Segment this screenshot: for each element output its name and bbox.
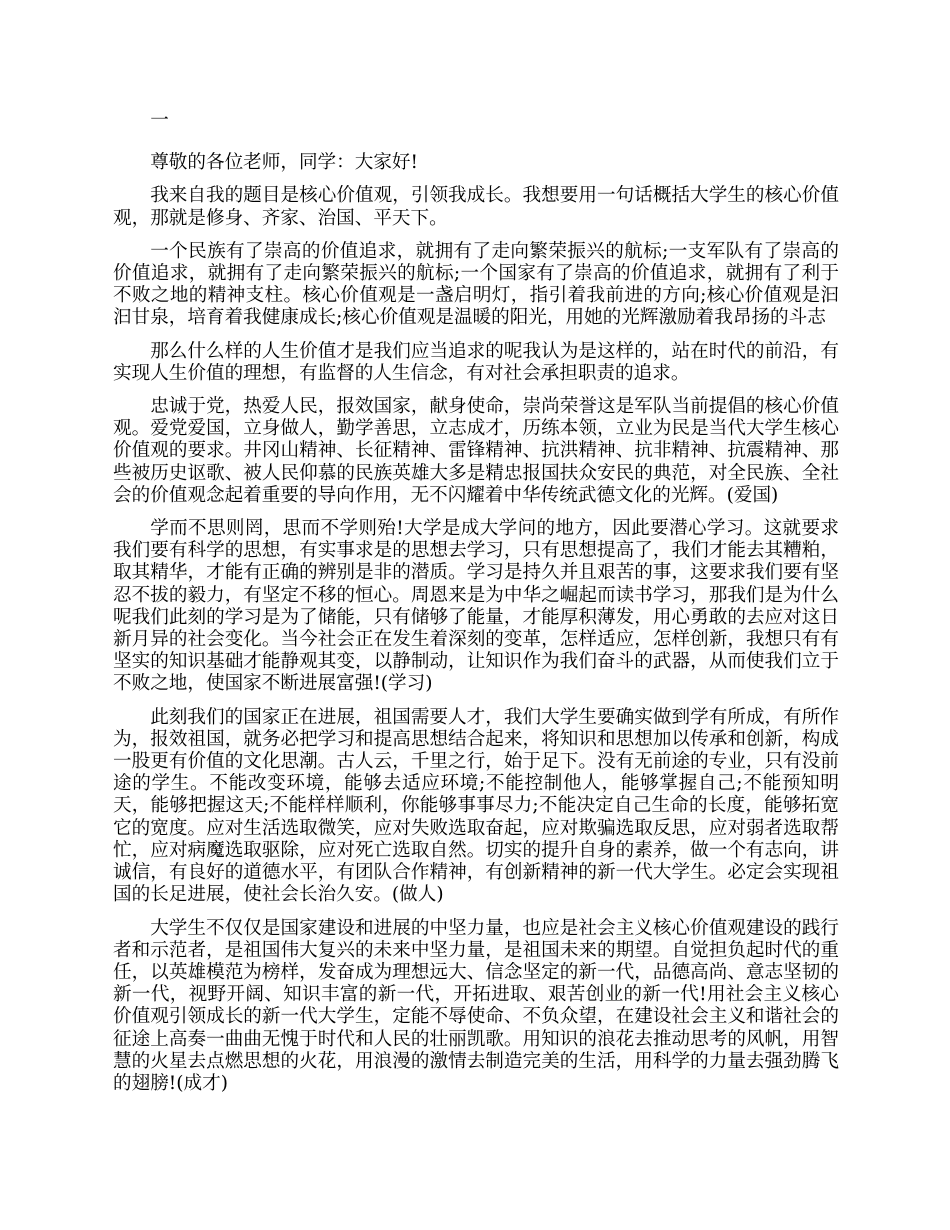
paragraph-patriotism: 忠诚于党，热爱人民，报效国家，献身使命，崇尚荣誉这是军队当前提倡的核心价值观。爱党爱国，立身做人，勤学善思，立志成才，历练本领，立业为民是当代大学生核心价值观的要求。井冈山精神、长征精神、雷锋精神、抗洪精神、抗非精神、抗震精神、那些被历史讴歌、被人民仰慕的民族英雄大多是精忠报国扶众安民的典范，对全民族、全社会的价值观念起着重要的导向作用，无不闪耀着中华传统武德文化的光辉。(爱国)	[113, 396, 839, 506]
paragraph-conduct: 此刻我们的国家正在进展，祖国需要人才，我们大学生要确实做到学有所成，有所作为，报效祖国，就务必把学习和提高思想结合起来，将知识和思想加以传承和创新，构成一股更有价值的文化思潮。古人云，千里之行，始于足下。没有无前途的专业，只有没前途的学生。不能改变环境，能够去适应环境;不能控制他人，能够掌握自己;不能预知明天，能够把握这天;不能样样顺利，你能够事事尽力;不能决定自己生命的长度，能够拓宽它的宽度。应对生活选取微笑，应对失败选取奋起，应对欺骗选取反思，应对弱者选取帮忙，应对病魔选取驱除，应对死亡选取自然。切实的提升自身的素养，做一个有志向，讲诚信，有良好的道德水平，有团队合作精神，有创新精神的新一代大学生。必定会实现祖国的长足进展，使社会长治久安。(做人)	[113, 706, 839, 906]
paragraph-study: 学而不思则罔，思而不学则殆!大学是成大学问的地方，因此要潜心学习。这就要求我们要有科学的思想，有实事求是的思想去学习，只有思想提高了，我们才能去其糟粕，取其精华，才能有正确的辨别是非的潜质。学习是持久并且艰苦的事，这要求我们要有坚忍不拔的毅力，有坚定不移的恒心。周恩来是为中华之崛起而读书学习，那我们是为什么呢我们此刻的学习是为了储能，只有储够了能量，才能厚积薄发，用心勇敢的去应对这日新月异的社会变化。当今社会正在发生着深刻的变革，怎样适应，怎样创新，我想只有有坚实的知识基础才能静观其变，以静制动，让知识作为我们奋斗的武器，从而使我们立于不败之地，使国家不断进展富强!(学习)	[113, 518, 839, 695]
document-body	[113, 110, 839, 1106]
paragraph-core-values: 一个民族有了崇高的价值追求，就拥有了走向繁荣振兴的航标;一支军队有了崇高的价值追求，就拥有了走向繁荣振兴的航标;一个国家有了崇高的价值追求，就拥有了利于不败之地的精神支柱。核心价值观是一盏启明灯，指引着我前进的方向;核心价值观是汩汩甘泉，培育着我健康成长;核心价值观是温暖的阳光，用她的光辉激励着我昂扬的斗志	[113, 240, 839, 329]
paragraph-greeting: 尊敬的各位老师，同学：大家好!	[150, 152, 418, 174]
paragraph-life-value: 那么什么样的人生价值才是我们应当追求的呢我认为是这样的，站在时代的前沿，有实现人生价值的理想，有监督的人生信念，有对社会承担职责的追求。	[113, 340, 839, 384]
section-number: 一	[150, 110, 169, 131]
paragraph-success: 大学生不仅仅是国家建设和进展的中坚力量，也应是社会主义核心价值观建设的践行者和示范者，是祖国伟大复兴的未来中坚力量，是祖国未来的期望。自觉担负起时代的重任，以英雄模范为榜样，发奋成为理想远大、信念坚定的新一代，品德高尚、意志坚韧的新一代，视野开阔、知识丰富的新一代，开拓进取、艰苦创业的新一代!用社会主义核心价值观引领成长的新一代大学生，定能不辱使命、不负众望，在建设社会主义和谐社会的征途上高奏一曲曲无愧于时代和人民的壮丽凯歌。用知识的浪花去推动思考的风帆，用智慧的火星去点燃思想的火花，用浪漫的激情去制造完美的生活，用科学的力量去强劲腾飞的翅膀!(成才)	[113, 917, 839, 1094]
paragraph-topic: 我来自我的题目是核心价值观，引领我成长。我想要用一句话概括大学生的核心价值观，那就是修身、齐家、治国、平天下。	[113, 185, 839, 229]
